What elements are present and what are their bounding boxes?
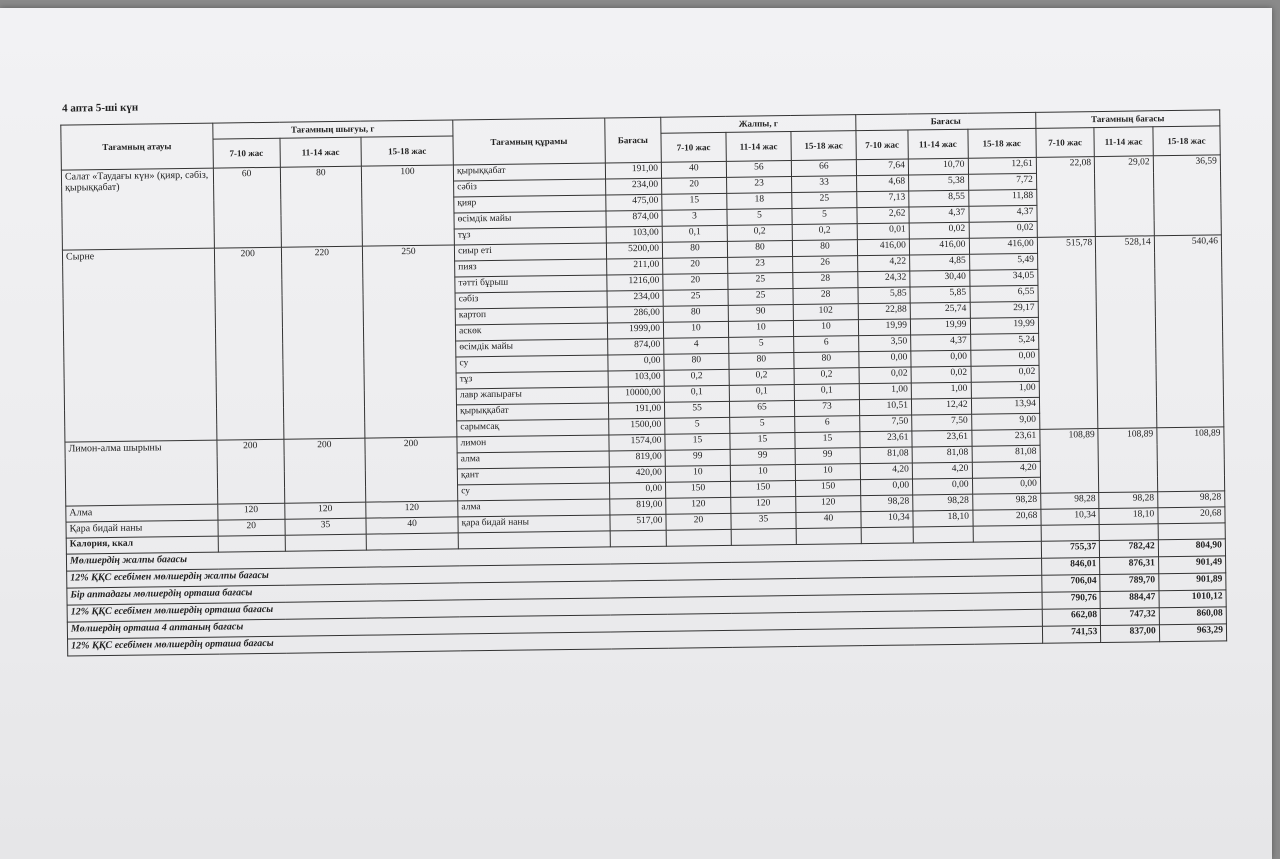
ingredient-gross: 10 bbox=[730, 465, 795, 482]
dish-yield: 120 bbox=[217, 503, 284, 520]
ingredient-gross: 120 bbox=[731, 497, 796, 514]
ingredient-price: 103,00 bbox=[606, 226, 663, 243]
summary-value: 876,31 bbox=[1100, 557, 1159, 575]
summary-value: 901,49 bbox=[1158, 556, 1225, 574]
ingredient-gross: 55 bbox=[664, 401, 729, 418]
ingredient-price: 874,00 bbox=[606, 210, 663, 227]
ingredient-gross: 102 bbox=[793, 304, 858, 321]
ingredient-gross: 15 bbox=[665, 433, 730, 450]
ingredient-price: 0,00 bbox=[609, 482, 666, 499]
summary-label: Мөлшердің орташа 4 аптаның бағасы bbox=[67, 609, 1042, 639]
ingredient-price: 1999,00 bbox=[607, 322, 664, 339]
ingredient-cost: 34,05 bbox=[969, 269, 1037, 286]
dish-total-price: 22,08 bbox=[1036, 157, 1096, 238]
dish-total-price: 108,89 bbox=[1040, 429, 1099, 494]
empty-cell bbox=[458, 531, 610, 549]
ingredient-gross: 6 bbox=[795, 416, 860, 433]
ingredient-gross: 0,1 bbox=[664, 385, 729, 402]
ingredient-name: қияр bbox=[454, 195, 606, 213]
empty-cell bbox=[913, 526, 973, 543]
ingredient-gross: 80 bbox=[727, 241, 792, 258]
dish-total-price: 528,14 bbox=[1096, 236, 1157, 429]
empty-cell bbox=[366, 533, 458, 550]
ingredient-cost: 4,20 bbox=[972, 461, 1040, 478]
ingredient-name: қара бидай наны bbox=[458, 515, 610, 533]
dish-yield: 35 bbox=[285, 518, 366, 535]
dish-total-price: 10,34 bbox=[1041, 509, 1100, 526]
ingredient-name: сарымсақ bbox=[457, 419, 609, 437]
empty-cell bbox=[218, 535, 285, 552]
ingredient-price: 286,00 bbox=[607, 306, 664, 323]
dish-total-price: 36,59 bbox=[1153, 155, 1221, 236]
dish-name: Салат «Таудағы күн» (қияр, сәбіз, қырыққабат) bbox=[61, 168, 214, 250]
ingredient-gross: 56 bbox=[726, 161, 791, 178]
ingredient-cost: 4,37 bbox=[909, 206, 969, 223]
ingredient-cost: 25,74 bbox=[910, 302, 970, 319]
dish-yield: 200 bbox=[217, 439, 285, 504]
summary-label: 12% ҚҚС есебімен мөлшердің орташа бағасы bbox=[68, 626, 1043, 656]
dish-yield: 120 bbox=[366, 501, 458, 518]
empty-cell bbox=[666, 529, 731, 546]
ingredient-name: қант bbox=[457, 467, 609, 485]
header-age: 11-14 жас bbox=[280, 137, 362, 167]
ingredient-cost: 5,49 bbox=[969, 253, 1037, 270]
paper-sheet bbox=[0, 8, 1272, 859]
ingredient-cost: 0,02 bbox=[911, 366, 971, 383]
ingredient-cost: 10,70 bbox=[908, 158, 968, 175]
empty-cell bbox=[731, 529, 796, 546]
ingredient-cost: 0,00 bbox=[912, 478, 972, 495]
ingredient-cost: 81,08 bbox=[972, 445, 1040, 462]
dish-total-price: 29,02 bbox=[1095, 156, 1155, 237]
ingredient-cost: 23,61 bbox=[971, 429, 1039, 446]
ingredient-cost: 0,00 bbox=[860, 479, 912, 496]
ingredient-gross: 73 bbox=[794, 400, 859, 417]
summary-value: 789,70 bbox=[1100, 574, 1159, 592]
ingredient-price: 420,00 bbox=[609, 466, 666, 483]
dish-yield: 40 bbox=[366, 517, 458, 534]
ingredient-gross: 28 bbox=[793, 288, 858, 305]
ingredient-gross: 5 bbox=[730, 417, 795, 434]
ingredient-gross: 15 bbox=[662, 193, 727, 210]
ingredient-gross: 150 bbox=[795, 480, 860, 497]
ingredient-cost: 4,20 bbox=[912, 462, 972, 479]
header-age: 15-18 жас bbox=[791, 131, 856, 161]
ingredient-price: 103,00 bbox=[608, 370, 665, 387]
menu-table bbox=[60, 109, 1227, 656]
ingredient-gross: 99 bbox=[665, 449, 730, 466]
dish-yield: 200 bbox=[284, 438, 366, 503]
ingredient-gross: 120 bbox=[796, 496, 861, 513]
empty-cell bbox=[861, 527, 913, 544]
summary-value: 741,53 bbox=[1042, 626, 1101, 644]
ingredient-cost: 5,24 bbox=[970, 333, 1038, 350]
ingredient-cost: 13,94 bbox=[971, 397, 1039, 414]
dish-name: Қара бидай наны bbox=[66, 520, 218, 538]
empty-cell bbox=[610, 530, 667, 547]
ingredient-cost: 23,61 bbox=[860, 431, 912, 448]
ingredient-price: 234,00 bbox=[605, 178, 662, 195]
ingredient-cost: 10,34 bbox=[861, 511, 913, 528]
ingredient-name: қырыққабат bbox=[457, 403, 609, 421]
summary-value: 884,47 bbox=[1100, 591, 1159, 609]
document-title: 4 апта 5-ші күн bbox=[61, 101, 139, 115]
dish-yield: 200 bbox=[214, 247, 284, 440]
ingredient-cost: 81,08 bbox=[912, 446, 972, 463]
empty-cell bbox=[796, 528, 861, 545]
ingredient-cost: 19,99 bbox=[970, 317, 1038, 334]
dish-name: Лимон-алма шырыны bbox=[65, 440, 217, 506]
ingredient-cost: 18,10 bbox=[913, 510, 973, 527]
dish-total-price: 98,28 bbox=[1040, 493, 1099, 510]
summary-value: 1010,12 bbox=[1159, 590, 1226, 608]
ingredient-cost: 0,01 bbox=[857, 223, 909, 240]
ingredient-gross: 25 bbox=[728, 289, 793, 306]
ingredient-gross: 65 bbox=[729, 401, 794, 418]
ingredient-price: 234,00 bbox=[607, 290, 664, 307]
ingredient-cost: 1,00 bbox=[971, 381, 1039, 398]
ingredient-cost: 5,85 bbox=[910, 286, 970, 303]
ingredient-cost: 416,00 bbox=[909, 238, 969, 255]
header-age: 11-14 жас bbox=[908, 129, 968, 159]
ingredient-gross: 0,2 bbox=[727, 225, 792, 242]
ingredient-cost: 1,00 bbox=[859, 383, 911, 400]
ingredient-gross: 80 bbox=[794, 352, 859, 369]
ingredient-gross: 25 bbox=[663, 289, 728, 306]
ingredient-name: тәтті бұрыш bbox=[455, 275, 607, 293]
ingredient-gross: 99 bbox=[795, 448, 860, 465]
ingredient-cost: 0,00 bbox=[970, 349, 1038, 366]
ingredient-cost: 11,88 bbox=[968, 189, 1036, 206]
header-age: 11-14 жас bbox=[726, 132, 791, 162]
document bbox=[30, 87, 1232, 657]
ingredient-name: лавр жапырағы bbox=[456, 387, 608, 405]
ingredient-price: 191,00 bbox=[608, 402, 665, 419]
ingredient-gross: 0,1 bbox=[662, 225, 727, 242]
dish-yield: 100 bbox=[361, 165, 454, 246]
ingredient-cost: 98,28 bbox=[913, 494, 973, 511]
ingredient-cost: 10,51 bbox=[859, 399, 911, 416]
ingredient-cost: 5,38 bbox=[908, 174, 968, 191]
empty-cell bbox=[1099, 524, 1158, 541]
ingredient-cost: 23,61 bbox=[912, 430, 972, 447]
ingredient-cost: 4,37 bbox=[968, 205, 1036, 222]
header-cost: Бағасы bbox=[856, 112, 1036, 130]
dish-name: Сырне bbox=[62, 248, 216, 442]
ingredient-gross: 3 bbox=[662, 209, 727, 226]
dish-total-price: 540,46 bbox=[1154, 235, 1224, 428]
dish-yield: 20 bbox=[218, 519, 285, 536]
ingredient-cost: 7,72 bbox=[968, 173, 1036, 190]
dish-total-price: 98,28 bbox=[1157, 491, 1224, 508]
ingredient-gross: 99 bbox=[730, 449, 795, 466]
ingredient-cost: 4,85 bbox=[910, 254, 970, 271]
ingredient-name: қырыққабат bbox=[453, 163, 605, 181]
ingredient-gross: 66 bbox=[791, 160, 856, 177]
summary-value: 860,08 bbox=[1159, 607, 1226, 625]
header-dish-name: Тағамның атауы bbox=[61, 123, 213, 170]
ingredient-gross: 0,2 bbox=[792, 224, 857, 241]
header-composition: Тағамның құрамы bbox=[453, 118, 605, 165]
ingredient-cost: 12,42 bbox=[911, 398, 971, 415]
ingredient-cost: 30,40 bbox=[910, 270, 970, 287]
header-age: 7-10 жас bbox=[661, 132, 726, 162]
ingredient-cost: 29,17 bbox=[970, 301, 1038, 318]
ingredient-gross: 25 bbox=[728, 273, 793, 290]
summary-value: 755,37 bbox=[1041, 541, 1100, 559]
ingredient-cost: 4,22 bbox=[858, 255, 910, 272]
header-dish-price: Тағамның бағасы bbox=[1036, 110, 1220, 128]
ingredient-price: 0,00 bbox=[608, 354, 665, 371]
ingredient-price: 191,00 bbox=[605, 162, 662, 179]
ingredient-gross: 4 bbox=[664, 337, 729, 354]
ingredient-gross: 20 bbox=[666, 513, 731, 530]
summary-value: 901,89 bbox=[1159, 573, 1226, 591]
ingredient-cost: 0,02 bbox=[859, 367, 911, 384]
ingredient-cost: 0,00 bbox=[911, 350, 971, 367]
ingredient-gross: 35 bbox=[731, 513, 796, 530]
header-age: 11-14 жас bbox=[1094, 127, 1153, 157]
ingredient-gross: 150 bbox=[666, 481, 731, 498]
summary-label: 12% ҚҚС есебімен мөлшердің орташа бағасы bbox=[67, 592, 1042, 622]
header-yield: Тағамның шығуы, г bbox=[212, 120, 453, 139]
ingredient-cost: 0,02 bbox=[909, 222, 969, 239]
ingredient-gross: 10 bbox=[665, 465, 730, 482]
summary-value: 846,01 bbox=[1041, 558, 1100, 576]
ingredient-cost: 98,28 bbox=[861, 495, 913, 512]
ingredient-name: аскөк bbox=[456, 323, 608, 341]
table-body bbox=[61, 155, 1225, 554]
ingredient-cost: 19,99 bbox=[910, 318, 970, 335]
summary-value: 804,90 bbox=[1158, 539, 1225, 557]
dish-total-price: 515,78 bbox=[1037, 237, 1098, 430]
header-age: 7-10 жас bbox=[1036, 128, 1095, 158]
ingredient-cost: 5,85 bbox=[858, 287, 910, 304]
dish-total-price: 108,89 bbox=[1157, 427, 1225, 492]
ingredient-cost: 7,64 bbox=[856, 159, 908, 176]
ingredient-gross: 0,1 bbox=[729, 385, 794, 402]
ingredient-price: 1574,00 bbox=[609, 434, 666, 451]
ingredient-cost: 7,50 bbox=[860, 415, 912, 432]
ingredient-gross: 10 bbox=[663, 321, 728, 338]
ingredient-price: 475,00 bbox=[605, 194, 662, 211]
ingredient-cost: 22,88 bbox=[858, 303, 910, 320]
header-age: 15-18 жас bbox=[967, 128, 1036, 158]
ingredient-gross: 23 bbox=[728, 257, 793, 274]
ingredient-name: өсімдік майы bbox=[454, 211, 606, 229]
ingredient-gross: 40 bbox=[796, 512, 861, 529]
ingredient-gross: 5 bbox=[727, 209, 792, 226]
ingredient-price: 1216,00 bbox=[606, 274, 663, 291]
ingredient-gross: 0,2 bbox=[664, 369, 729, 386]
ingredient-gross: 25 bbox=[792, 192, 857, 209]
empty-cell bbox=[973, 525, 1041, 542]
ingredient-name: алма bbox=[458, 499, 610, 517]
ingredient-gross: 26 bbox=[793, 256, 858, 273]
summary-body bbox=[66, 539, 1226, 656]
ingredient-gross: 20 bbox=[662, 177, 727, 194]
dish-name: Алма bbox=[66, 504, 218, 522]
ingredient-price: 819,00 bbox=[609, 450, 666, 467]
header-price: Бағасы bbox=[604, 117, 661, 163]
ingredient-cost: 7,50 bbox=[912, 414, 972, 431]
ingredient-gross: 10 bbox=[795, 464, 860, 481]
ingredient-name: өсімдік майы bbox=[456, 339, 608, 357]
dish-yield: 200 bbox=[365, 437, 458, 502]
ingredient-cost: 416,00 bbox=[857, 239, 909, 256]
summary-value: 963,29 bbox=[1159, 624, 1226, 642]
ingredient-gross: 80 bbox=[662, 241, 727, 258]
ingredient-gross: 0,2 bbox=[794, 368, 859, 385]
ingredient-gross: 5 bbox=[665, 417, 730, 434]
dish-yield: 80 bbox=[280, 166, 362, 247]
ingredient-cost: 20,68 bbox=[972, 509, 1040, 526]
ingredient-cost: 0,02 bbox=[969, 221, 1037, 238]
ingredient-gross: 5 bbox=[729, 337, 794, 354]
summary-label: Бір аптадағы мөлшердің орташа бағасы bbox=[67, 575, 1042, 605]
ingredient-gross: 10 bbox=[728, 321, 793, 338]
ingredient-cost: 7,13 bbox=[857, 191, 909, 208]
ingredient-name: картоп bbox=[455, 307, 607, 325]
ingredient-name: пияз bbox=[455, 259, 607, 277]
ingredient-price: 819,00 bbox=[609, 498, 666, 515]
summary-value: 790,76 bbox=[1042, 592, 1101, 610]
ingredient-cost: 1,00 bbox=[911, 382, 971, 399]
ingredient-gross: 120 bbox=[666, 497, 731, 514]
header-age: 7-10 жас bbox=[213, 138, 281, 168]
ingredient-cost: 12,61 bbox=[968, 157, 1036, 174]
ingredient-gross: 18 bbox=[727, 193, 792, 210]
ingredient-name: сиыр еті bbox=[454, 243, 606, 261]
ingredient-gross: 0,1 bbox=[794, 384, 859, 401]
ingredient-gross: 90 bbox=[728, 305, 793, 322]
ingredient-price: 211,00 bbox=[606, 258, 663, 275]
ingredient-gross: 0,2 bbox=[729, 369, 794, 386]
ingredient-cost: 6,55 bbox=[970, 285, 1038, 302]
ingredient-cost: 0,02 bbox=[971, 365, 1039, 382]
ingredient-name: сәбіз bbox=[454, 179, 606, 197]
ingredient-cost: 416,00 bbox=[969, 237, 1037, 254]
ingredient-cost: 8,55 bbox=[909, 190, 969, 207]
dish-yield: 220 bbox=[281, 246, 365, 439]
ingredient-price: 5200,00 bbox=[606, 242, 663, 259]
ingredient-gross: 15 bbox=[795, 432, 860, 449]
empty-cell bbox=[1158, 523, 1225, 540]
ingredient-name: лимон bbox=[457, 435, 609, 453]
ingredient-gross: 20 bbox=[663, 273, 728, 290]
ingredient-cost: 3,50 bbox=[859, 335, 911, 352]
ingredient-price: 517,00 bbox=[610, 514, 667, 531]
ingredient-gross: 150 bbox=[730, 481, 795, 498]
ingredient-cost: 0,00 bbox=[859, 351, 911, 368]
ingredient-gross: 80 bbox=[664, 353, 729, 370]
ingredient-gross: 40 bbox=[661, 161, 726, 178]
ingredient-gross: 80 bbox=[663, 305, 728, 322]
calories-label: Калория, ккал bbox=[66, 536, 218, 554]
dish-yield: 60 bbox=[213, 167, 281, 248]
ingredient-price: 10000,00 bbox=[608, 386, 665, 403]
ingredient-cost: 81,08 bbox=[860, 447, 912, 464]
ingredient-cost: 4,37 bbox=[911, 334, 971, 351]
dish-total-price: 98,28 bbox=[1099, 492, 1158, 509]
ingredient-gross: 28 bbox=[793, 272, 858, 289]
ingredient-gross: 33 bbox=[791, 176, 856, 193]
header-age: 15-18 жас bbox=[1153, 126, 1221, 156]
ingredient-name: тұз bbox=[456, 371, 608, 389]
ingredient-price: 874,00 bbox=[607, 338, 664, 355]
dish-yield: 250 bbox=[362, 245, 457, 438]
ingredient-gross: 10 bbox=[793, 320, 858, 337]
dish-total-price: 108,89 bbox=[1098, 428, 1157, 493]
ingredient-cost: 9,00 bbox=[971, 413, 1039, 430]
summary-value: 837,00 bbox=[1101, 625, 1160, 643]
ingredient-cost: 24,32 bbox=[858, 271, 910, 288]
ingredient-name: су bbox=[458, 483, 610, 501]
header-age: 7-10 жас bbox=[856, 130, 908, 160]
ingredient-cost: 0,00 bbox=[972, 477, 1040, 494]
summary-label: 12% ҚҚС есебімен мөлшердің жалпы бағасы bbox=[67, 558, 1042, 588]
ingredient-gross: 6 bbox=[794, 336, 859, 353]
ingredient-cost: 4,68 bbox=[857, 175, 909, 192]
ingredient-cost: 2,62 bbox=[857, 207, 909, 224]
header-age: 15-18 жас bbox=[361, 136, 453, 166]
ingredient-gross: 20 bbox=[663, 257, 728, 274]
ingredient-gross: 23 bbox=[727, 177, 792, 194]
ingredient-cost: 19,99 bbox=[858, 319, 910, 336]
dish-total-price: 20,68 bbox=[1158, 507, 1225, 524]
ingredient-name: тұз bbox=[454, 227, 606, 245]
summary-value: 706,04 bbox=[1042, 575, 1101, 593]
ingredient-name: су bbox=[456, 355, 608, 373]
ingredient-cost: 98,28 bbox=[972, 493, 1040, 510]
summary-value: 662,08 bbox=[1042, 609, 1101, 627]
header-gross: Жалпы, г bbox=[661, 115, 856, 134]
ingredient-gross: 5 bbox=[792, 208, 857, 225]
empty-cell bbox=[285, 534, 366, 551]
ingredient-gross: 15 bbox=[730, 433, 795, 450]
dish-yield: 120 bbox=[285, 502, 366, 519]
dish-total-price: 18,10 bbox=[1099, 508, 1158, 525]
summary-label: Мөлшердің жалпы бағасы bbox=[66, 541, 1041, 571]
ingredient-gross: 80 bbox=[729, 353, 794, 370]
ingredient-cost: 4,20 bbox=[860, 463, 912, 480]
ingredient-name: сәбіз bbox=[455, 291, 607, 309]
ingredient-gross: 80 bbox=[792, 240, 857, 257]
ingredient-price: 1500,00 bbox=[608, 418, 665, 435]
empty-cell bbox=[1041, 525, 1100, 542]
ingredient-name: алма bbox=[457, 451, 609, 469]
summary-value: 782,42 bbox=[1100, 540, 1159, 558]
summary-value: 747,32 bbox=[1100, 608, 1159, 626]
